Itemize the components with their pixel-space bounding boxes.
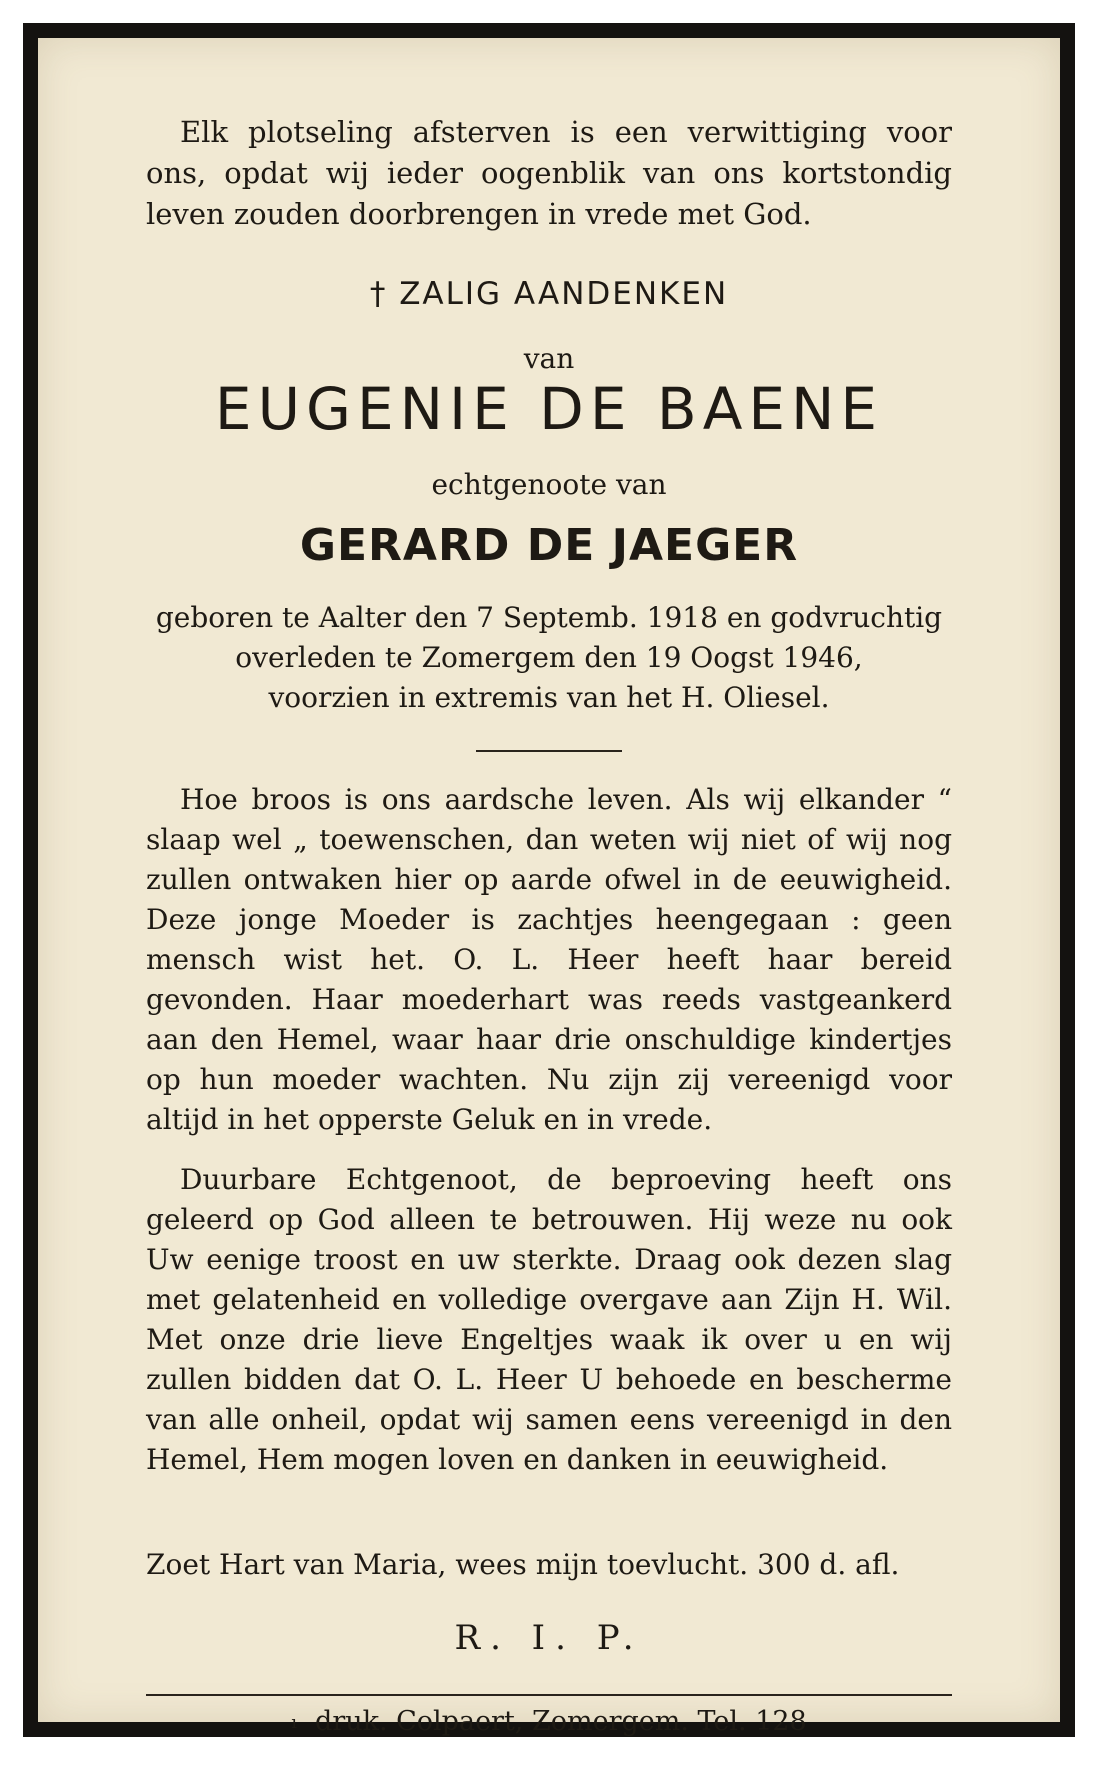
deceased-name: EUGENIE DE BAENE	[214, 375, 884, 443]
card-paper	[38, 38, 1060, 1737]
closing-prayer: Zoet Hart van Maria, wees mijn toevlucht. 300 d. afl.	[146, 1548, 900, 1581]
spouse-label: echtgenoote van	[431, 468, 667, 501]
life-dates	[146, 598, 952, 718]
paragraph-2: Duurbare Echtgenoot, de beproeving heeft ons geleerd op God alleen te betrouwen. Hij weze nu ook Uw eenige troost en uw sterkte. Draag ook dezen slag met gelatenheid en volledige overgave aan Zijn H. Wil. Met onze drie lieve Engeltjes waak ik over u en wij zullen bidden dat O. L. Heer U behoede en bescherme van alle onheil, opdat wij samen eens vereenigd in den Hemel, Hem mogen loven en danken in eeuwigheid.	[146, 1163, 952, 1476]
dates-line-3: voorzien in extremis van het H. Oliesel.	[268, 681, 830, 714]
heading: † ZALIG AANDENKEN	[369, 276, 729, 312]
dates-line-2: overleden te Zomergem den 19 Oogst 1946,	[235, 641, 863, 674]
printer-line	[146, 1706, 952, 1737]
divider-long	[146, 1694, 952, 1696]
printer-mark: ı	[291, 1712, 298, 1733]
spouse-name: GERARD DE JAEGER	[299, 520, 799, 571]
rip-text: R. I. P.	[454, 1618, 644, 1658]
intro-text: Elk plotseling afsterven is een verwittiging voor ons, opdat wij ieder oogenblik van ons kortstondig leven zouden doorbrengen in vrede met God.	[146, 115, 952, 231]
divider-short	[476, 750, 622, 752]
dates-line-1: geboren te Aalter den 7 Septemb. 1918 en godvruchtig	[155, 601, 943, 634]
van-label: van	[523, 342, 575, 375]
memorial-card	[23, 23, 1075, 1737]
printer-text: druk. Colpaert, Zomergem. Tel. 128	[315, 1706, 807, 1737]
paragraph-1: Hoe broos is ons aardsche leven. Als wij elkander “ slaap wel „ toewenschen, dan weten wij niet of wij nog zullen ontwaken hier op aarde ofwel in de eeuwigheid. Deze jonge Moeder is zachtjes heengegaan : geen mensch wist het. O. L. Heer heeft haar bereid gevonden. Haar moederhart was reeds vastgeankerd aan den Hemel, waar haar drie onschuldige kindertjes op hun moeder wachten. Nu zijn zij vereenigd voor altijd in het opperste Geluk en in vrede.	[146, 783, 952, 1136]
